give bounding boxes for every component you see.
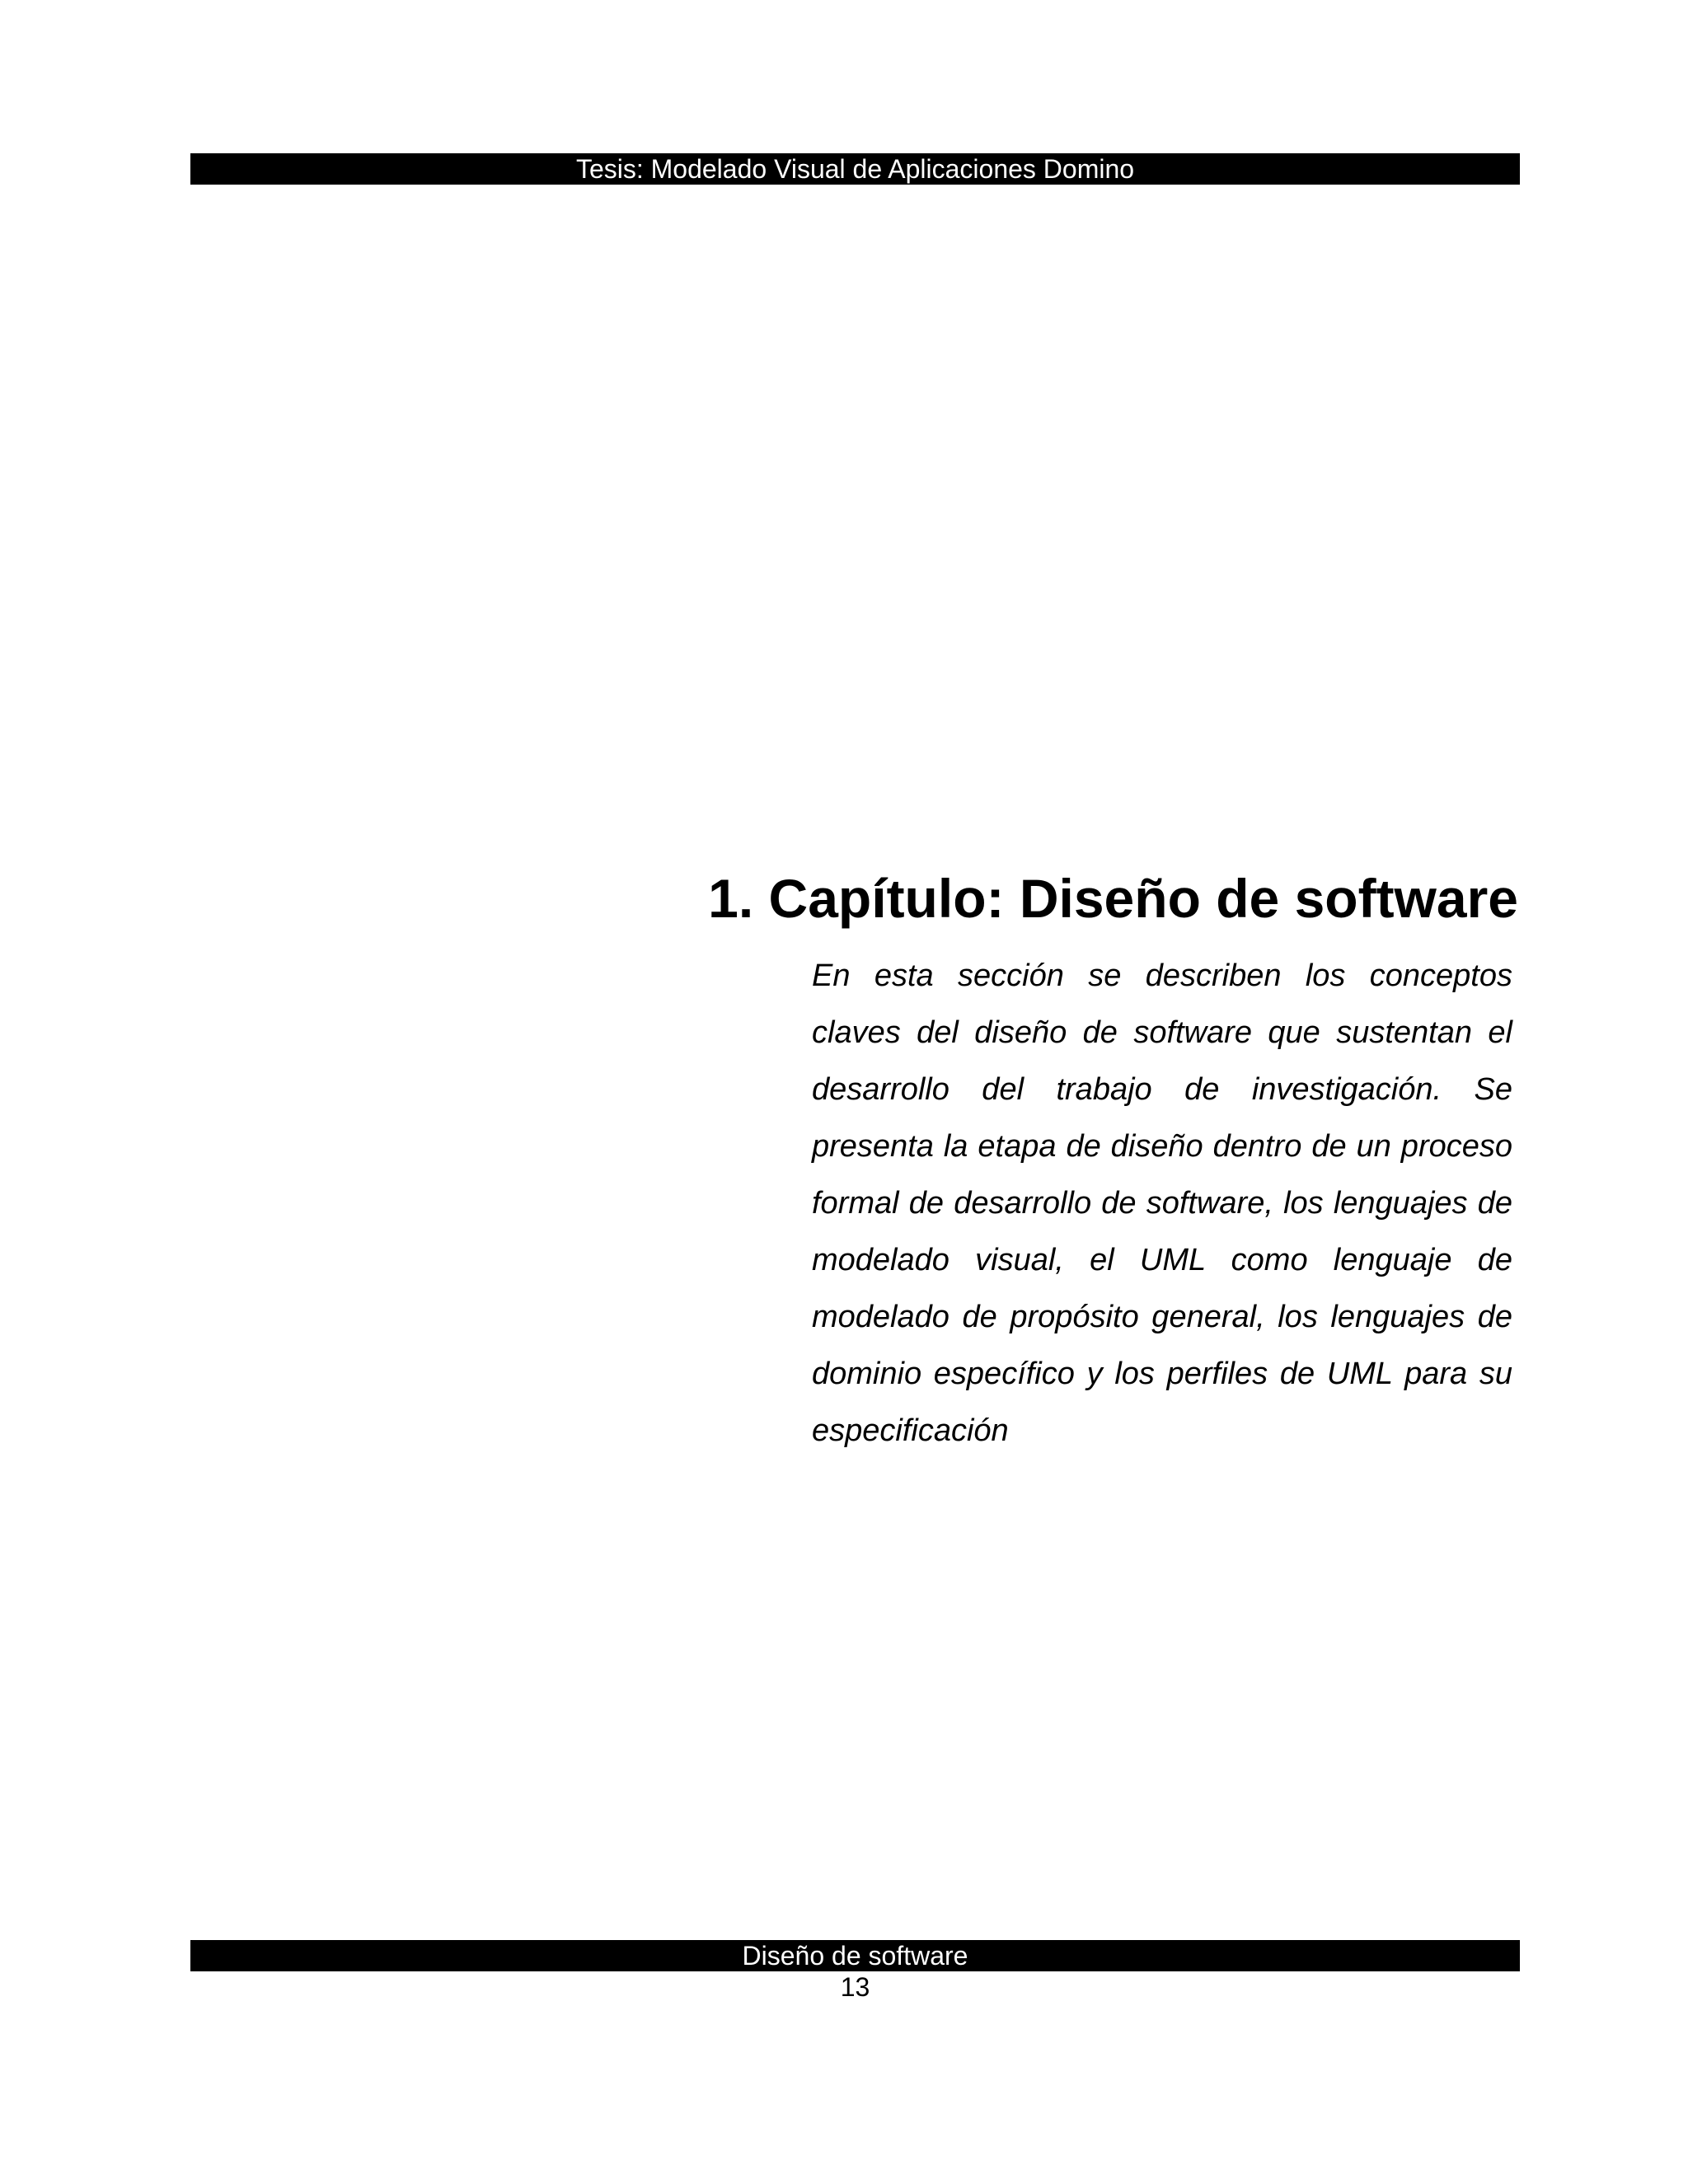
chapter-abstract: En esta sección se describen los conceptos claves del diseño de software que sustentan el desarrollo del trabajo de investigación. Se presenta la etapa de diseño dentro de un proceso formal de desarrollo de software, los lenguajes de modelado visual, el UML como lenguaje de modelado de propósito general, los lenguajes de dominio específico y los perfiles de UML para su especificación <box>812 958 1512 1448</box>
page-number: 13 <box>840 1972 870 2002</box>
running-footer: Diseño de software <box>190 1940 1520 1971</box>
running-header: Tesis: Modelado Visual de Aplicaciones Domino <box>190 153 1520 185</box>
chapter-title: 1. Capítulo: Diseño de software <box>708 868 1518 929</box>
